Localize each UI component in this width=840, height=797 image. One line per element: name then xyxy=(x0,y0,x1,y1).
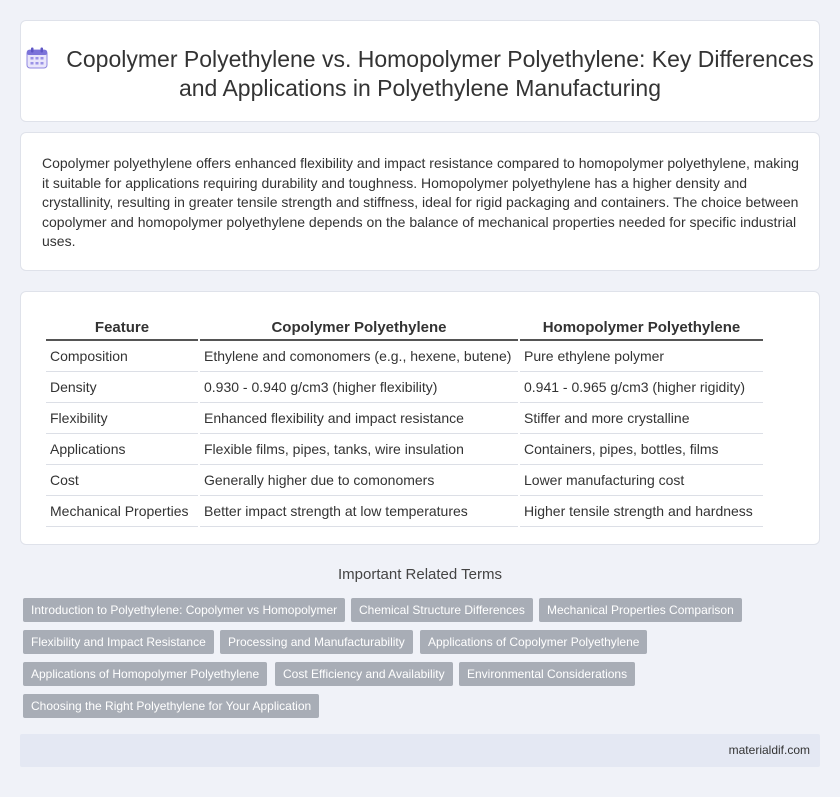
cell-feature: Composition xyxy=(46,341,198,372)
table-row xyxy=(46,434,763,465)
cell-copolymer: 0.930 - 0.940 g/cm3 (higher flexibility) xyxy=(200,372,518,403)
cell-homopolymer: 0.941 - 0.965 g/cm3 (higher rigidity) xyxy=(520,372,763,403)
related-term-link[interactable]: Cost Efficiency and Availability xyxy=(275,662,453,686)
related-term-link[interactable]: Flexibility and Impact Resistance xyxy=(23,630,214,654)
cell-homopolymer: Lower manufacturing cost xyxy=(520,465,763,496)
cell-copolymer: Ethylene and comonomers (e.g., hexene, butene) xyxy=(200,341,518,372)
table-row xyxy=(46,372,763,403)
cell-homopolymer: Stiffer and more crystalline xyxy=(520,403,763,434)
summary-card xyxy=(20,132,820,271)
related-terms-title: Important Related Terms xyxy=(338,566,502,583)
footer xyxy=(20,734,820,767)
cell-copolymer: Better impact strength at low temperatures xyxy=(200,496,518,527)
cell-homopolymer: Higher tensile strength and hardness xyxy=(520,496,763,527)
related-term-link[interactable]: Choosing the Right Polyethylene for Your Application xyxy=(23,694,319,718)
related-term-link[interactable]: Applications of Homopolymer Polyethylene xyxy=(23,662,267,686)
header-copolymer: Copolymer Polyethylene xyxy=(200,314,518,341)
cell-feature: Flexibility xyxy=(46,403,198,434)
table-row xyxy=(46,496,763,527)
cell-copolymer: Generally higher due to comonomers xyxy=(200,465,518,496)
cell-feature: Density xyxy=(46,372,198,403)
related-term-link[interactable]: Chemical Structure Differences xyxy=(351,598,533,622)
cell-feature: Mechanical Properties xyxy=(46,496,198,527)
related-term-link[interactable]: Mechanical Properties Comparison xyxy=(539,598,742,622)
table-row xyxy=(46,403,763,434)
related-term-link[interactable]: Applications of Copolymer Polyethylene xyxy=(420,630,647,654)
table-row xyxy=(46,465,763,496)
header-feature: Feature xyxy=(46,314,198,341)
page-title-text: Copolymer Polyethylene vs. Homopolymer Polyethylene: Key Differences and Applications in Polyethylene Manufacturing xyxy=(66,46,814,101)
related-term-link[interactable]: Introduction to Polyethylene: Copolymer vs Homopolymer xyxy=(23,598,345,622)
comparison-table xyxy=(44,314,765,527)
page-title xyxy=(21,45,819,103)
comparison-table-card xyxy=(20,291,820,545)
title-card xyxy=(20,20,820,122)
cell-homopolymer: Pure ethylene polymer xyxy=(520,341,763,372)
related-term-link[interactable]: Environmental Considerations xyxy=(459,662,635,686)
cell-copolymer: Flexible films, pipes, tanks, wire insulation xyxy=(200,434,518,465)
cell-copolymer: Enhanced flexibility and impact resistance xyxy=(200,403,518,434)
cell-feature: Applications xyxy=(46,434,198,465)
summary-paragraph: Copolymer polyethylene offers enhanced flexibility and impact resistance compared to homopolymer polyethylene, making it suitable for applications requiring durability and toughness. Homopolymer polyethylene has a higher density and crystallinity, resulting in greater tensile strength and stiffness, ideal for rigid packaging and containers. The choice between copolymer and homopolymer polyethylene depends on the balance of mechanical properties needed for specific industrial uses. xyxy=(42,155,799,249)
cell-homopolymer: Containers, pipes, bottles, films xyxy=(520,434,763,465)
calendar-icon xyxy=(26,47,48,69)
header-homopolymer: Homopolymer Polyethylene xyxy=(520,314,763,341)
footer-site-link[interactable]: materialdif.com xyxy=(728,743,810,757)
cell-feature: Cost xyxy=(46,465,198,496)
table-row xyxy=(46,341,763,372)
table-header-row xyxy=(46,314,763,341)
related-term-link[interactable]: Processing and Manufacturability xyxy=(220,630,413,654)
